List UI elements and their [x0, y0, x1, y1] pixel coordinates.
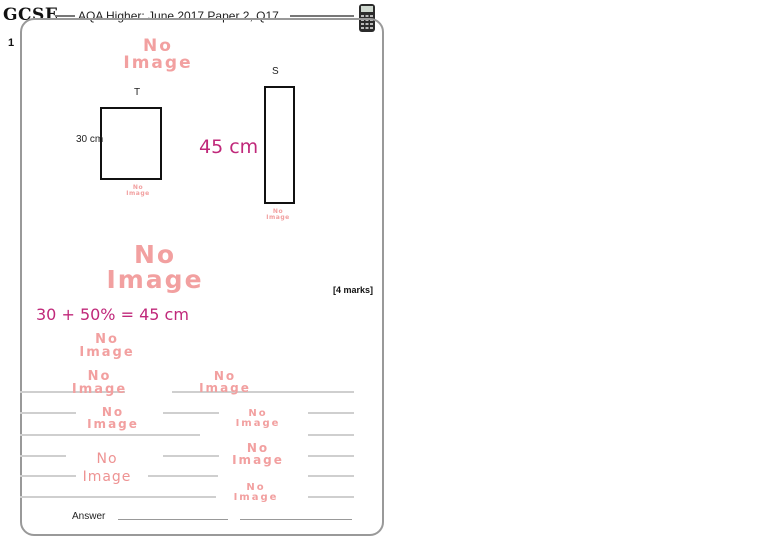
marks-label: [4 marks]: [333, 285, 374, 295]
working-line: [308, 455, 354, 457]
working-line: [163, 455, 219, 457]
placeholder-image: No Image: [233, 482, 279, 503]
working-line: [308, 412, 354, 414]
working-line: [20, 496, 216, 498]
gcse-brand: GCSE: [3, 5, 59, 25]
placeholder-image: No Image: [82, 451, 132, 485]
placeholder-image-s: No Image: [266, 208, 290, 221]
placeholder-image-top: No Image: [123, 36, 193, 73]
placeholder-image: No Image: [71, 369, 128, 397]
working-line: [163, 412, 219, 414]
placeholder-image: No Image: [199, 369, 251, 395]
placeholder-image: No Image: [235, 408, 281, 429]
working-line: [148, 475, 218, 477]
shape-t-rectangle: [100, 107, 162, 180]
working-line: [308, 434, 354, 436]
shape-s-label: S: [272, 66, 279, 77]
working-line: [20, 434, 200, 436]
page-title: AQA Higher: June 2017 Paper 2, Q17: [78, 9, 279, 23]
placeholder-image: No Image: [87, 405, 139, 431]
working-line: [308, 496, 354, 498]
answer-line[interactable]: [240, 519, 352, 520]
shape-t-height-label: 30 cm: [76, 134, 104, 145]
placeholder-image-large: No Image: [106, 240, 204, 294]
placeholder-image-t: No Image: [126, 184, 150, 197]
placeholder-image: No Image: [79, 332, 135, 360]
shape-s-rectangle: [264, 86, 295, 204]
working-line: [20, 412, 76, 414]
header-divider-left: [55, 15, 75, 17]
working-line: [20, 475, 76, 477]
annotation-s-height: 45 cm: [199, 136, 259, 158]
answer-line[interactable]: [118, 519, 228, 520]
working-line: [20, 455, 66, 457]
annotation-working: 30 + 50% = 45 cm: [36, 305, 189, 324]
answer-label: Answer: [72, 511, 106, 522]
working-line: [308, 475, 354, 477]
question-number: 1: [8, 37, 15, 49]
placeholder-image: No Image: [232, 441, 284, 467]
header-divider-right: [290, 15, 354, 17]
shape-t-label: T: [134, 87, 141, 98]
